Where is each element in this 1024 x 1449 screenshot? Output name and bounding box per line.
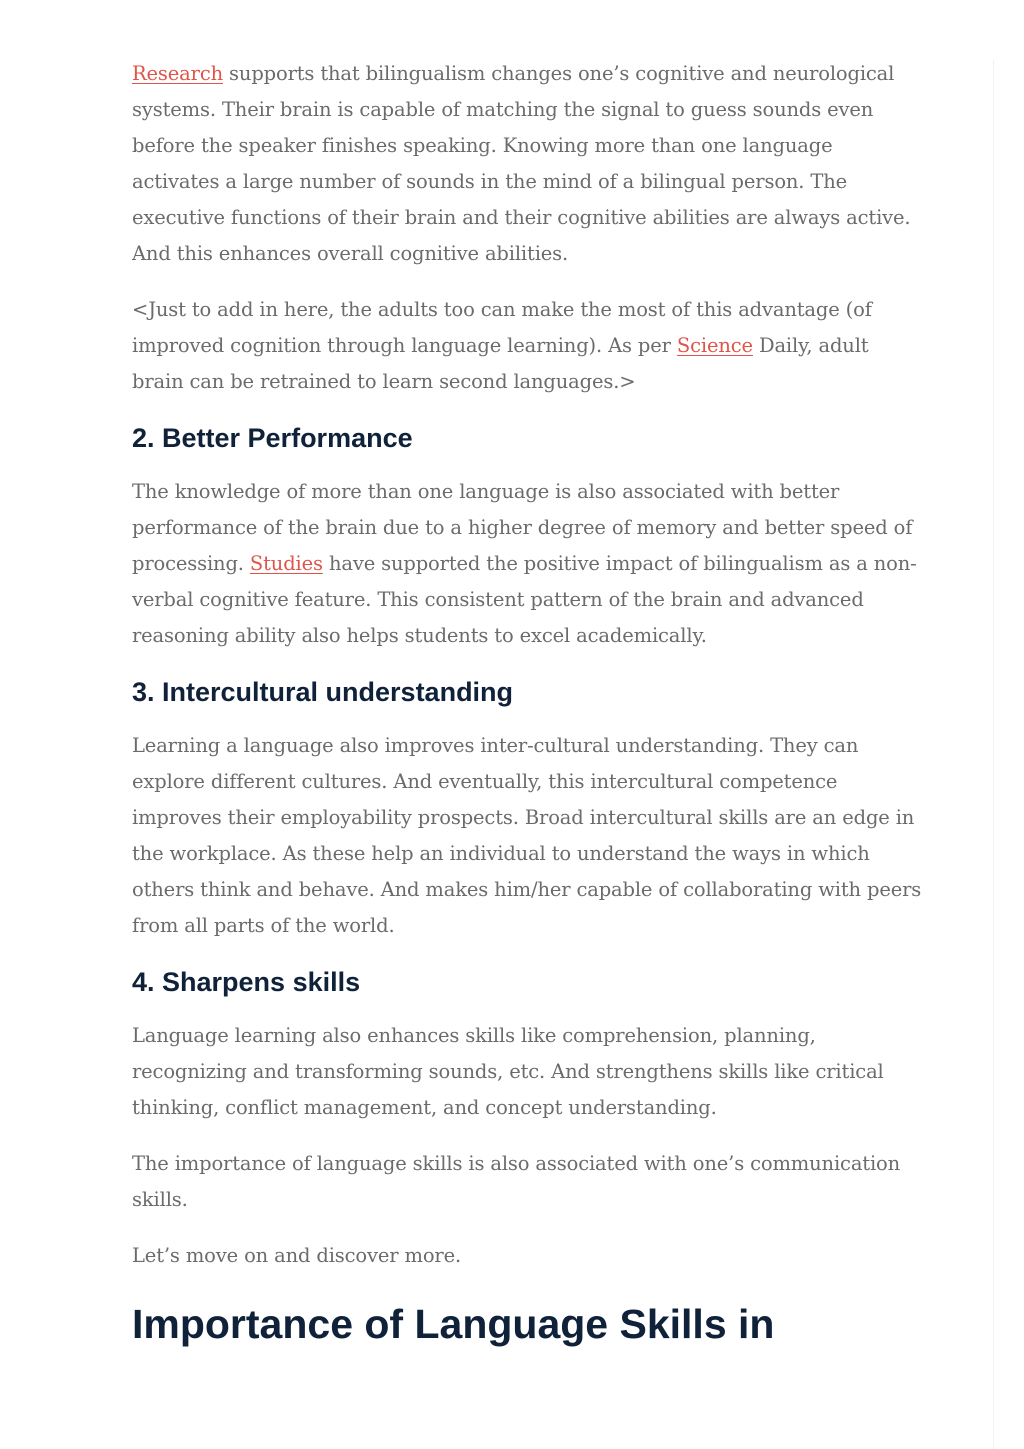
sharpens-skills-paragraph-2: The importance of language skills is also associated with one’s communication skills. [132, 1152, 901, 1211]
better-performance-after: have supported the positive impact of bilingualism as a non-verbal cognitive feature. This consistent pattern of the brain and advanced reasoning ability also helps students to excel academically. [132, 552, 917, 647]
heading-sharpens-skills: 4. Sharpens skills [132, 967, 361, 997]
intro-paragraph-1-text: supports that bilingualism changes one’s cognitive and neurological systems. Their brain is capable of matching the signal to guess sounds even before the speaker finishes speaking. Knowing more than one language activates a large number of sounds in the mind of a bilingual person. The executive functions of their brain and their cognitive abilities are always active. And this enhances overall cognitive abilities. [132, 62, 911, 265]
page-edge-divider [993, 60, 994, 1449]
intro-paragraph-2-before: <Just to add in here, the adults too can make the most of this advantage (of improved cognition through language learning). As per [132, 298, 872, 357]
intercultural-paragraph: Learning a language also improves inter-cultural understanding. They can explore different cultures. And eventually, this intercultural competence improves their employability prospects. Broad intercultural skills are an edge in the workplace. As these help an individual to understand the ways in which others think and behave. And makes him/her capable of collaborating with peers from all parts of the world. [132, 734, 922, 937]
heading-importance-of-language-skills: Importance of Language Skills in [132, 1301, 775, 1347]
sharpens-skills-paragraph-1: Language learning also enhances skills like comprehension, planning, recognizing and transforming sounds, etc. And strengthens skills like critical thinking, conflict management, and concept understanding. [132, 1024, 884, 1119]
article-body [132, 56, 924, 1350]
better-performance-paragraph [132, 474, 924, 654]
intro-paragraph-1 [132, 56, 924, 272]
sharpens-skills-paragraph-3: Let’s move on and discover more. [132, 1244, 462, 1267]
intro-paragraph-2 [132, 292, 924, 400]
heading-intercultural-understanding: 3. Intercultural understanding [132, 677, 514, 707]
research-link[interactable]: Research [132, 62, 223, 85]
better-performance-before: The knowledge of more than one language is also associated with better performance of the brain due to a higher degree of memory and better speed of processing. [132, 480, 913, 575]
intro-paragraph-2-after: Daily, adult brain can be retrained to learn second languages.> [132, 334, 869, 393]
heading-better-performance: 2. Better Performance [132, 423, 413, 453]
studies-link[interactable]: Studies [249, 552, 323, 575]
science-link[interactable]: Science [676, 334, 753, 357]
